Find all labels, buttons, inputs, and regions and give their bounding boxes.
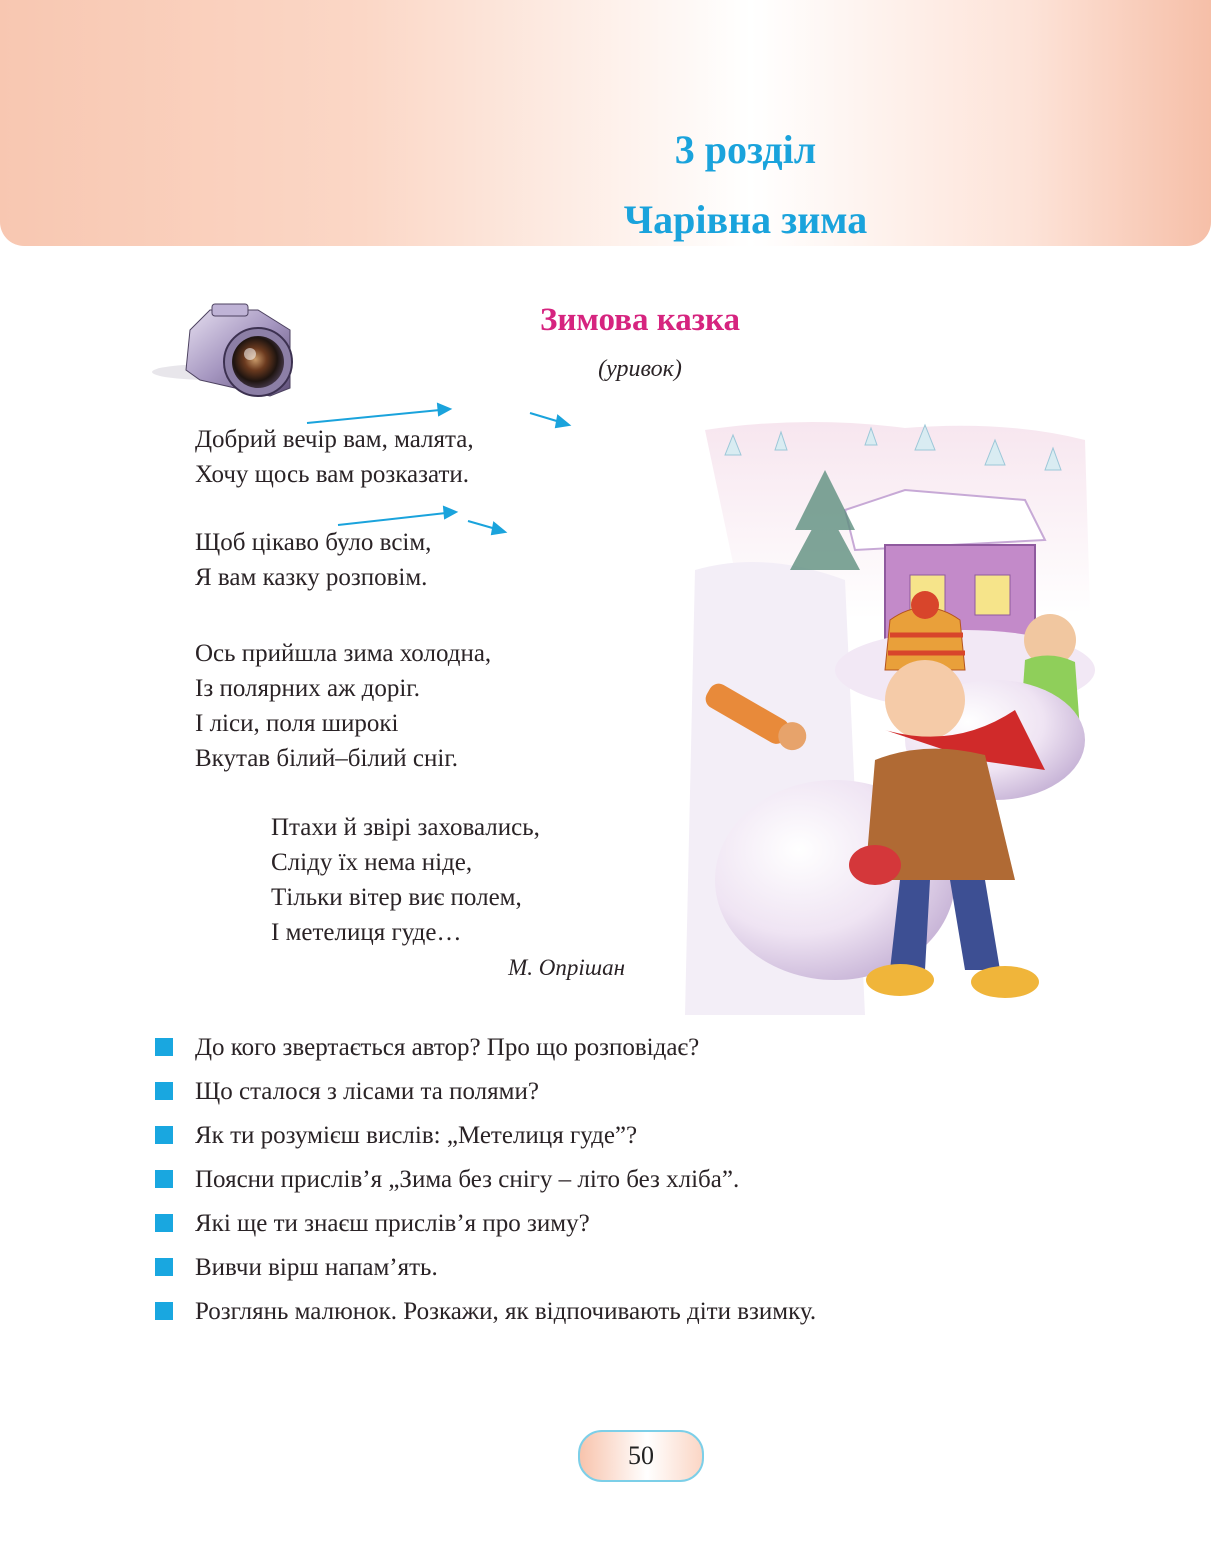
poem-line: Вкутав білий–білий сніг. xyxy=(195,745,459,772)
stanza-1 xyxy=(195,422,474,492)
poem-author: М. Опрішан xyxy=(508,955,625,980)
poem-line: Хочу щось вам розказати. xyxy=(195,461,470,488)
question-text: Які ще ти знаєш прислів’я про зиму? xyxy=(195,1210,590,1237)
poem-line: Щоб цікаво було всім, xyxy=(195,529,432,556)
square-bullet-icon xyxy=(155,1214,173,1232)
poem-line: І ліси, поля широкі xyxy=(195,710,399,737)
chapter-number: 3 розділ xyxy=(674,127,817,172)
square-bullet-icon xyxy=(155,1302,173,1320)
question-text: До кого звертається автор? Про що розповідає? xyxy=(195,1034,700,1061)
camera-icon xyxy=(150,300,300,410)
square-bullet-icon xyxy=(155,1170,173,1188)
stanza-2 xyxy=(195,525,431,595)
poem-line: Із полярних аж доріг. xyxy=(195,675,420,702)
question-item xyxy=(155,1294,816,1338)
square-bullet-icon xyxy=(155,1258,173,1276)
poem-subtitle: (уривок) xyxy=(598,356,682,382)
square-bullet-icon xyxy=(155,1038,173,1056)
question-item xyxy=(155,1118,816,1162)
question-text: Як ти розумієш вислів: „Метелиця гуде”? xyxy=(195,1122,638,1149)
question-item xyxy=(155,1162,816,1206)
question-text: Поясни прислів’я „Зима без снігу – літо без хліба”. xyxy=(195,1166,740,1193)
question-item xyxy=(155,1074,816,1118)
question-text: Розглянь малюнок. Розкажи, як відпочивають діти взимку. xyxy=(195,1298,817,1325)
question-text: Вивчи вірш напам’ять. xyxy=(195,1254,438,1281)
poem-line: Ось прийшла зима холодна, xyxy=(195,640,492,667)
chapter-title: Чарівна зима xyxy=(623,197,868,242)
poem-line: І метелиця гуде… xyxy=(271,919,462,946)
stanza-4 xyxy=(271,810,540,950)
poem-line: Я вам казку розповім. xyxy=(195,564,428,591)
question-item xyxy=(155,1030,816,1074)
poem-title: Зимова казка xyxy=(539,302,740,338)
square-bullet-icon xyxy=(155,1126,173,1144)
poem-line: Тільки вітер виє полем, xyxy=(271,884,522,911)
stanza-3 xyxy=(195,636,491,776)
question-text: Що сталося з лісами та полями? xyxy=(195,1078,539,1105)
questions-list xyxy=(155,1030,816,1338)
question-item xyxy=(155,1206,816,1250)
poem-line: Птахи й звірі заховались, xyxy=(271,814,540,841)
winter-illustration xyxy=(685,410,1095,1015)
page-number: 50 xyxy=(578,1430,704,1482)
poem-line: Сліду їх нема ніде, xyxy=(271,849,473,876)
poem-line: Добрий вечір вам, малята, xyxy=(195,426,474,453)
question-item xyxy=(155,1250,816,1294)
square-bullet-icon xyxy=(155,1082,173,1100)
